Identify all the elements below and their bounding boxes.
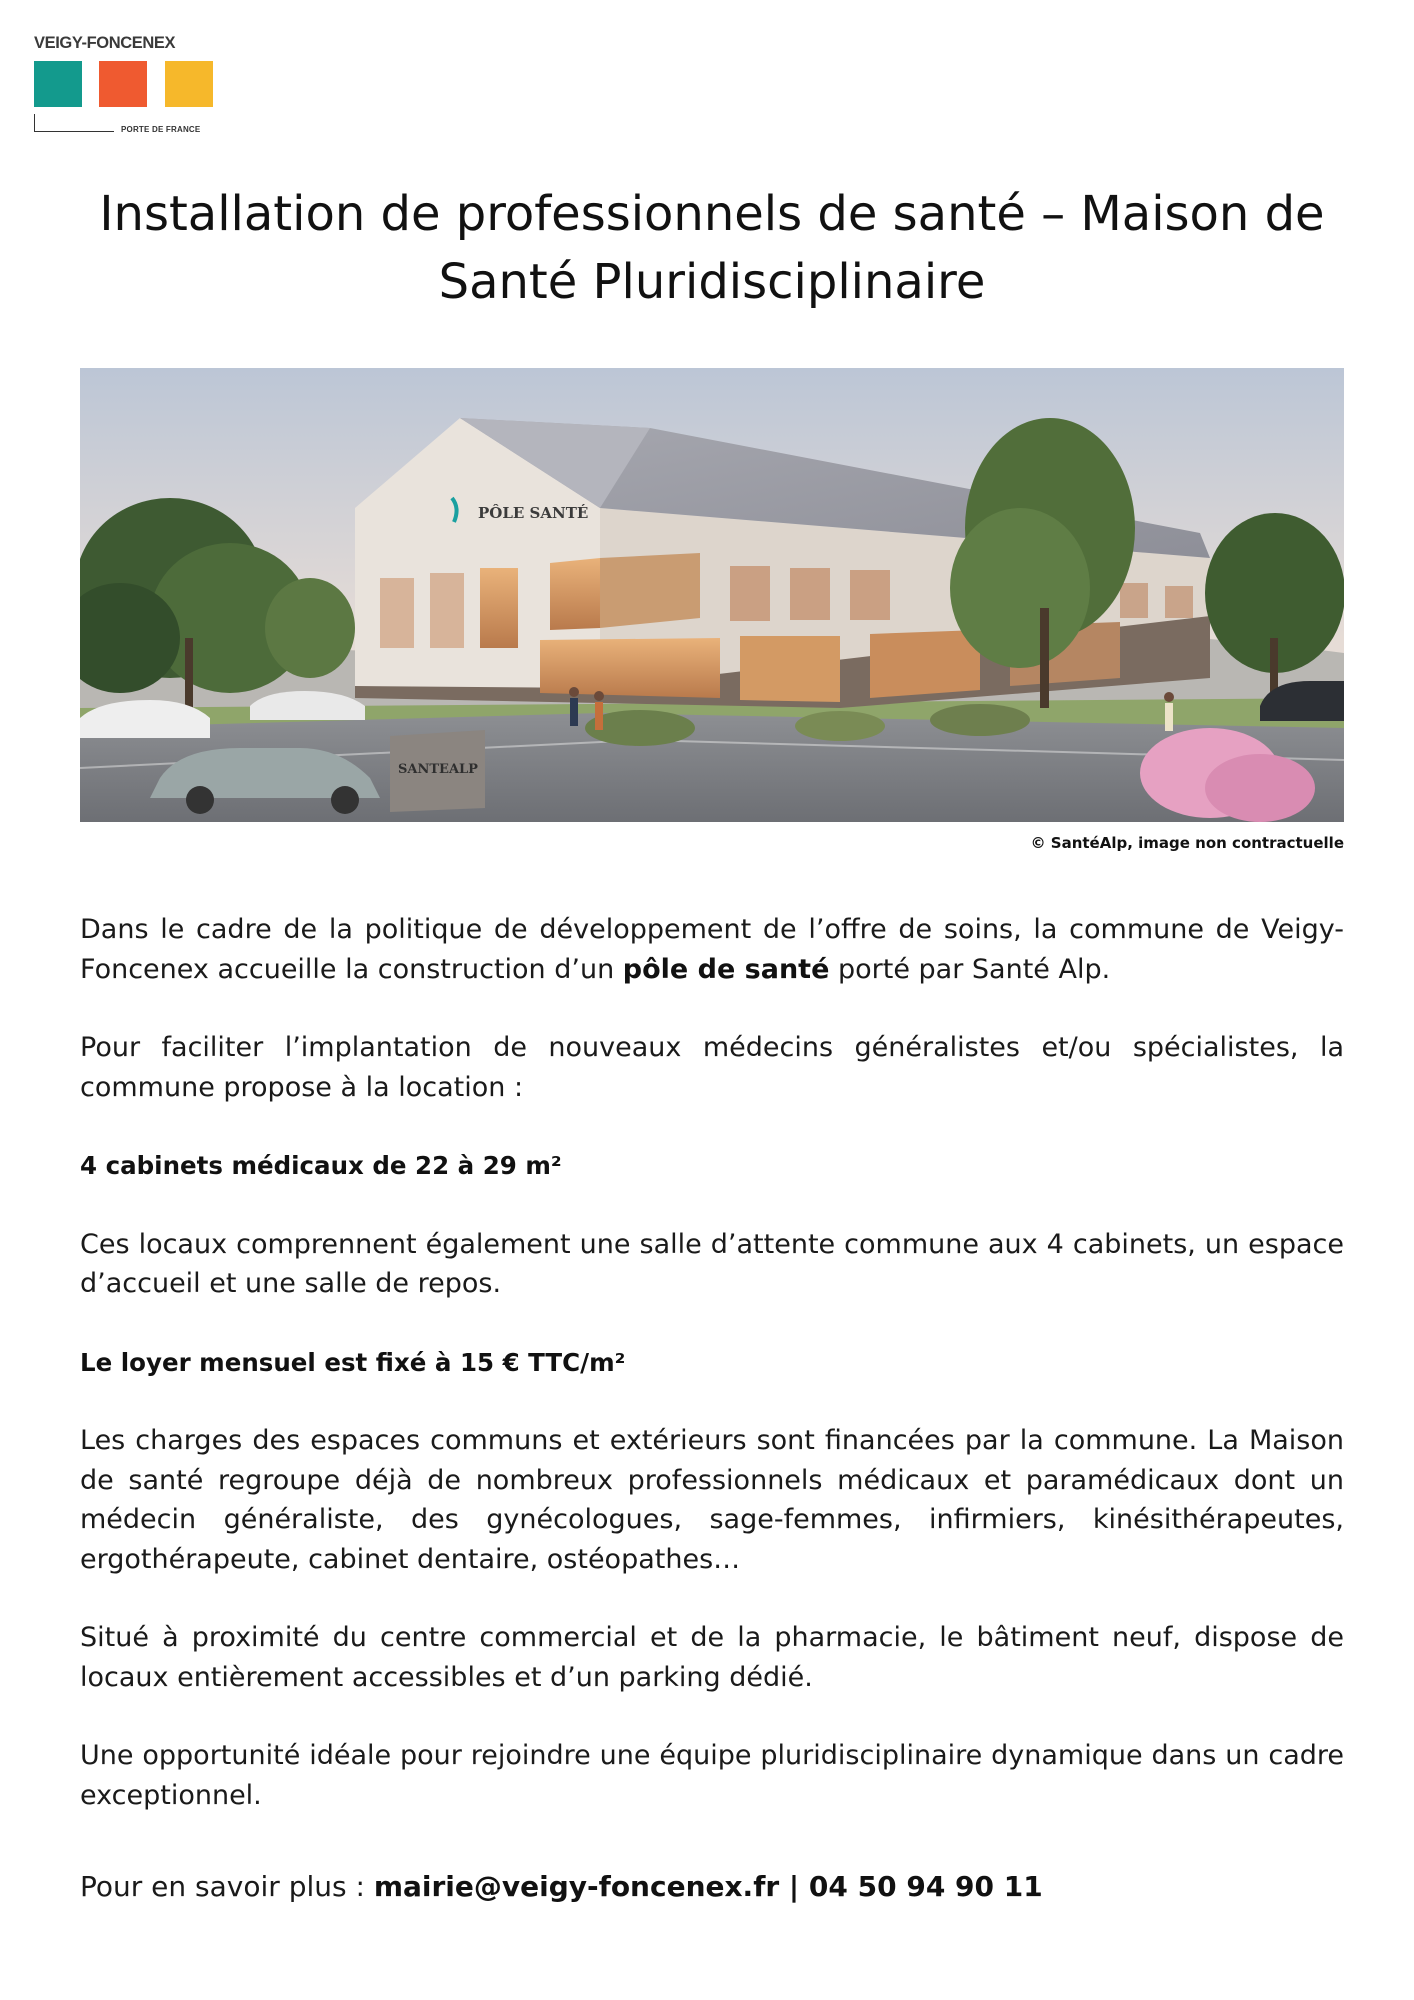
- contact-email-link[interactable]: mairie@veigy-foncenex.fr: [373, 1870, 780, 1903]
- contact-line: [80, 1867, 1344, 1906]
- logo-name: VEIGY-FONCENEX: [34, 34, 176, 52]
- building-render-image: [80, 368, 1344, 822]
- paragraph-intro-highlight: pôle de santé: [622, 953, 830, 985]
- paragraph-cabinets: 4 cabinets médicaux de 22 à 29 m²: [80, 1151, 562, 1180]
- logo-square-teal: [34, 61, 82, 107]
- paragraph-facilities: Ces locaux comprennent également une salle d’attente commune aux 4 cabinets, un espace d’accueil et une salle de repos.: [80, 1228, 1344, 1299]
- document-body: [80, 910, 1344, 1906]
- paragraph-rent: Le loyer mensuel est fixé à 15 € TTC/m²: [80, 1347, 626, 1377]
- logo-line-horizontal: [34, 131, 114, 132]
- page-title: Installation de professionnels de santé – Maison de Santé Pluridisciplinaire: [99, 186, 1325, 310]
- municipality-logo: [34, 34, 218, 138]
- image-caption: © SantéAlp, image non contractuelle: [1030, 834, 1344, 852]
- paragraph-opportunity: Une opportunité idéale pour rejoindre une équipe pluridisciplinaire dynamique dans un cadre exceptionnel.: [80, 1740, 1344, 1811]
- paragraph-intro-text-c: porté par Santé Alp.: [829, 953, 1111, 985]
- paragraph-location: Situé à proximité du centre commercial et de la pharmacie, le bâtiment neuf, dispose de locaux entièrement accessibles et d’un parking dédié.: [80, 1622, 1344, 1693]
- logo-line-vertical: [34, 114, 35, 131]
- paragraph-professionals: Les charges des espaces communs et extérieurs sont financées par la commune. La Maison de santé regroupe déjà de nombreux professionnels médicaux et paramédicaux dont un médecin généraliste, des gynécologues, sage-femmes, infirmiers, kinésithérapeutes, ergothérapeute, cabinet dentaire, ostéopathes…: [80, 1425, 1344, 1575]
- paragraph-intro: [80, 910, 1344, 989]
- paragraph-offer: Pour faciliter l’implantation de nouveaux médecins généralistes et/ou spécialistes, la commune propose à la location :: [80, 1032, 1344, 1103]
- contact-separator: |: [779, 1870, 809, 1903]
- building-sign: PÔLE SANTÉ: [478, 504, 589, 522]
- logo-square-orange: [99, 61, 147, 107]
- logo-tagline: PORTE DE FRANCE: [121, 125, 201, 134]
- monument-sign: SANTEALP: [398, 762, 478, 777]
- paragraph-intro-text-a: Dans le cadre de la politique de développement de l’offre de soins, la commune de Veigy-Foncenex accueille la construction d’un: [80, 914, 1344, 985]
- contact-phone[interactable]: 04 50 94 90 11: [808, 1870, 1043, 1903]
- contact-prefix: Pour en savoir plus :: [80, 1870, 374, 1903]
- logo-square-yellow: [165, 61, 213, 107]
